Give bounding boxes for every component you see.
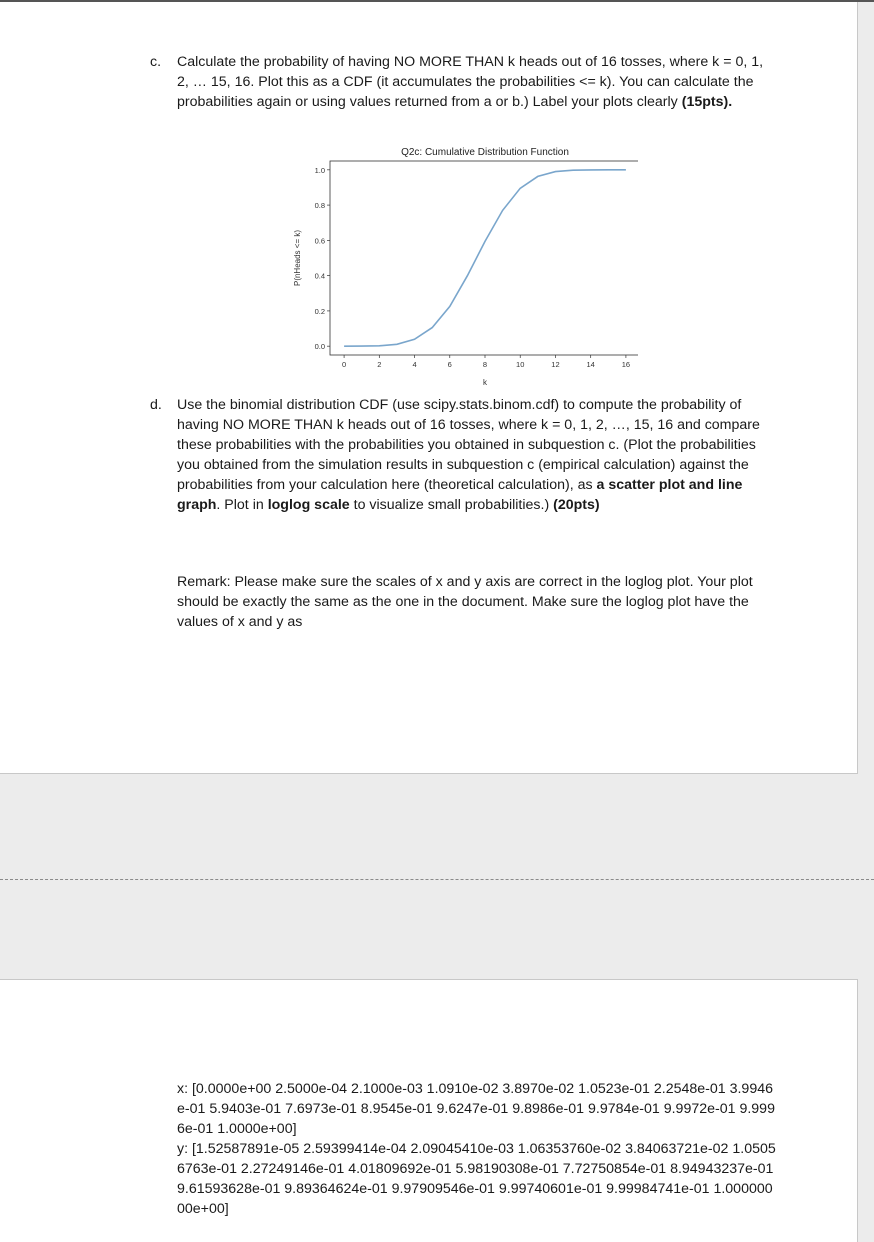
question-d-body-1: Use the binomial distribution CDF (use scipy.stats.binom.cdf) to compute the probability of having NO MORE THAN k heads out of 16 tosses, where k = 0, 1, 2, …, 15, 16 and compare these probabilities with the probabilities you obtained in subquestion c. (Plot the probabilities you obtained from the simulation results in subquestion c (empirical calculation) against the probabilities from your calculation here (theoretical calculation), as — [177, 397, 760, 493]
question-c — [150, 52, 770, 112]
y-tick-label: 1.0 — [314, 165, 325, 175]
x-axis-ticks — [342, 355, 630, 369]
y-tick-label: 0.4 — [314, 271, 325, 281]
question-d-points: (20pts) — [553, 497, 600, 513]
question-d-body-2: . Plot in — [216, 497, 268, 513]
plot-area-frame — [330, 161, 638, 355]
x-values-line: x: [0.0000e+00 2.5000e-04 2.1000e-03 1.0910e-02 3.8970e-02 1.0523e-01 2.2548e-01 3.9946e-01 5.9403e-01 7.6973e-01 8.9545e-01 9.6247e-01 9.8986e-01 9.9784e-01 9.9972e-01 9.9996e-01 1.0000e+00] — [177, 1081, 775, 1137]
x-axis-label: k — [483, 378, 487, 387]
question-c-text — [177, 52, 770, 112]
x-tick-label: 10 — [516, 360, 525, 369]
x-tick-label: 14 — [586, 360, 595, 369]
remark-paragraph: Remark: Please make sure the scales of x and y axis are correct in the loglog plot. Your plot should be exactly the same as the one in the document. Make sure the loglog plot have the values of x and y as — [177, 574, 753, 630]
x-tick-label: 0 — [342, 360, 347, 369]
question-c-body: Calculate the probability of having NO MORE THAN k heads out of 16 tosses, where k = 0, 1, 2, … 15, 16. Plot this as a CDF (it accumulates the probabilities <= k). You can calculate the probabilities again or using values returned from a or b.) Label your plots clearly — [177, 54, 764, 110]
question-d-body-3: to visualize small probabilities.) — [349, 497, 554, 513]
y-axis-ticks — [315, 166, 330, 351]
cdf-chart — [288, 143, 638, 393]
y-tick-label: 0.8 — [314, 201, 325, 211]
question-d — [150, 395, 770, 515]
x-tick-label: 8 — [482, 360, 488, 369]
x-tick-label: 16 — [621, 360, 631, 369]
y-tick-label: 0.2 — [314, 306, 325, 316]
question-d-letter: d. — [150, 397, 162, 413]
cdf-series-line — [344, 170, 626, 346]
question-c-points: (15pts). — [681, 94, 733, 110]
question-d-text — [177, 395, 770, 515]
x-tick-label: 2 — [377, 360, 382, 369]
chart-title: Q2c: Cumulative Distribution Function — [401, 147, 569, 158]
x-tick-label: 6 — [447, 360, 452, 369]
question-d-bold-2: loglog scale — [267, 497, 350, 513]
y-tick-label: 0.6 — [314, 236, 325, 246]
x-tick-label: 12 — [551, 360, 560, 369]
question-d-bold-1: a scatter plot and line graph — [177, 477, 743, 513]
expected-values-block — [177, 1079, 777, 1219]
question-c-letter: c. — [150, 54, 162, 70]
y-values-line: y: [1.52587891e-05 2.59399414e-04 2.09045410e-03 1.06353760e-02 3.84063721e-02 1.05056763e-01 2.27249146e-01 4.01809692e-01 5.98190308e-01 7.72750854e-01 8.94943237e-01 9.61593628e-01 9.89364624e-01 9.97909546e-01 9.99740601e-01 9.99984741e-01 1.00000000e+00] — [177, 1141, 776, 1217]
x-tick-label: 4 — [412, 360, 417, 369]
y-tick-label: 0.0 — [314, 342, 325, 352]
y-axis-label: P(nHeads <= k) — [293, 229, 302, 287]
page-break-divider — [0, 879, 874, 880]
